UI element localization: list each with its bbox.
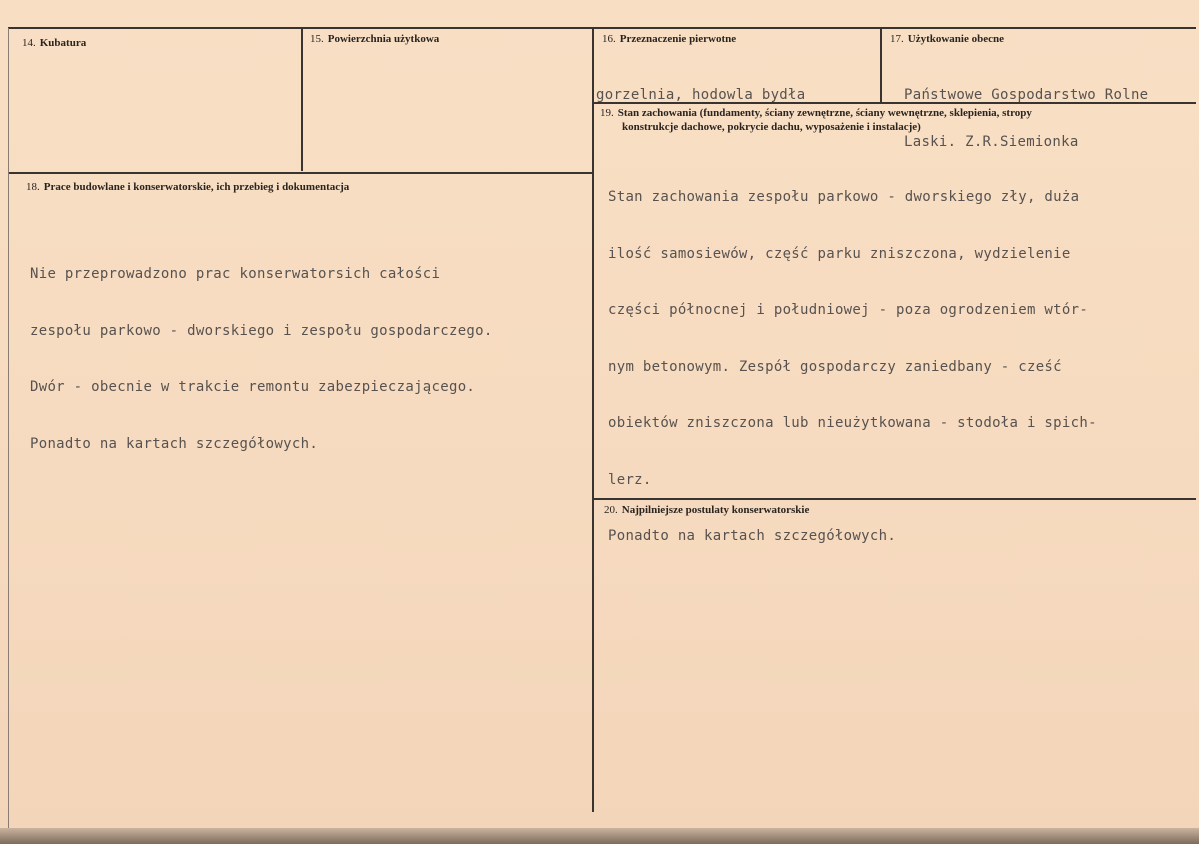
- typed-line: Ponadto na kartach szczegółowych.: [608, 528, 897, 544]
- typed-line: gorzelnia, hodowla bydła: [596, 87, 806, 103]
- divider-center: [592, 28, 594, 812]
- typed-line: lerz.: [608, 471, 652, 488]
- field-number: 18.: [26, 181, 40, 193]
- field-title: Powierzchnia użytkowa: [327, 33, 440, 45]
- typed-line: obiektów zniszczona lub nieużytkowana - stodoła i spich-: [608, 415, 1097, 431]
- divider-16-17: [880, 28, 882, 103]
- field-number: 15.: [310, 33, 324, 45]
- field-number: 19.: [600, 107, 614, 119]
- field-number: 17.: [890, 33, 904, 45]
- typed-line: Laski. Z.R.Siemionka: [904, 134, 1079, 150]
- field-title: Kubatura: [39, 37, 87, 49]
- divider-row-14-18: [8, 172, 593, 174]
- field-14-label: [22, 36, 86, 50]
- typed-line: Państwowe Gospodarstwo Rolne: [904, 87, 1149, 103]
- field-title: Przeznaczenie pierwotne: [619, 33, 737, 45]
- typed-line: nym betonowym. Zespół gospodarczy zaniedbany - cześć: [608, 358, 1062, 375]
- card-bottom-edge: [0, 828, 1199, 844]
- field-18-label: [26, 180, 349, 194]
- typed-line: części północnej i południowej - poza ogrodzeniem wtór-: [608, 302, 1089, 318]
- field-19-label: [600, 106, 1032, 134]
- field-15-label: [310, 32, 439, 46]
- typed-line: zespołu parkowo - dworskiego i zespołu gospodarczego.: [30, 322, 493, 339]
- left-edge: [8, 28, 9, 828]
- field-title-cont: konstrukcje dachowe, pokrycie dachu, wyposażenie i instalacje): [622, 121, 921, 133]
- field-20-label: [604, 503, 809, 517]
- field-17-label: [890, 32, 1004, 46]
- field-title: Stan zachowania (fundamenty, ściany zewnętrzne, ściany wewnętrzne, sklepienia, stropy: [617, 107, 1032, 119]
- typed-line: Ponadto na kartach szczegółowych.: [30, 435, 319, 452]
- typed-line: Dwór - obecnie w trakcie remontu zabezpieczającego.: [30, 379, 476, 395]
- top-border: [8, 27, 1196, 29]
- field-18-value: [30, 230, 493, 488]
- field-title: Najpilniejsze postulaty konserwatorskie: [621, 504, 810, 516]
- field-title: Użytkowanie obecne: [907, 33, 1004, 45]
- typed-line: Nie przeprowadzono prac konserwatorsich całości: [30, 266, 441, 282]
- typed-line: Stan zachowania zespołu parkowo - dworskiego zły, duża: [608, 189, 1080, 205]
- field-number: 20.: [604, 504, 618, 516]
- typed-line: ilość samosiewów, część parku zniszczona, wydzielenie: [608, 245, 1071, 262]
- field-16-value: [596, 56, 880, 103]
- field-number: 14.: [22, 37, 36, 49]
- field-16-label: [602, 32, 736, 46]
- divider-14-15: [301, 28, 303, 171]
- field-number: 16.: [602, 33, 616, 45]
- field-title: Prace budowlane i konserwatorskie, ich przebieg i dokumentacja: [43, 181, 350, 193]
